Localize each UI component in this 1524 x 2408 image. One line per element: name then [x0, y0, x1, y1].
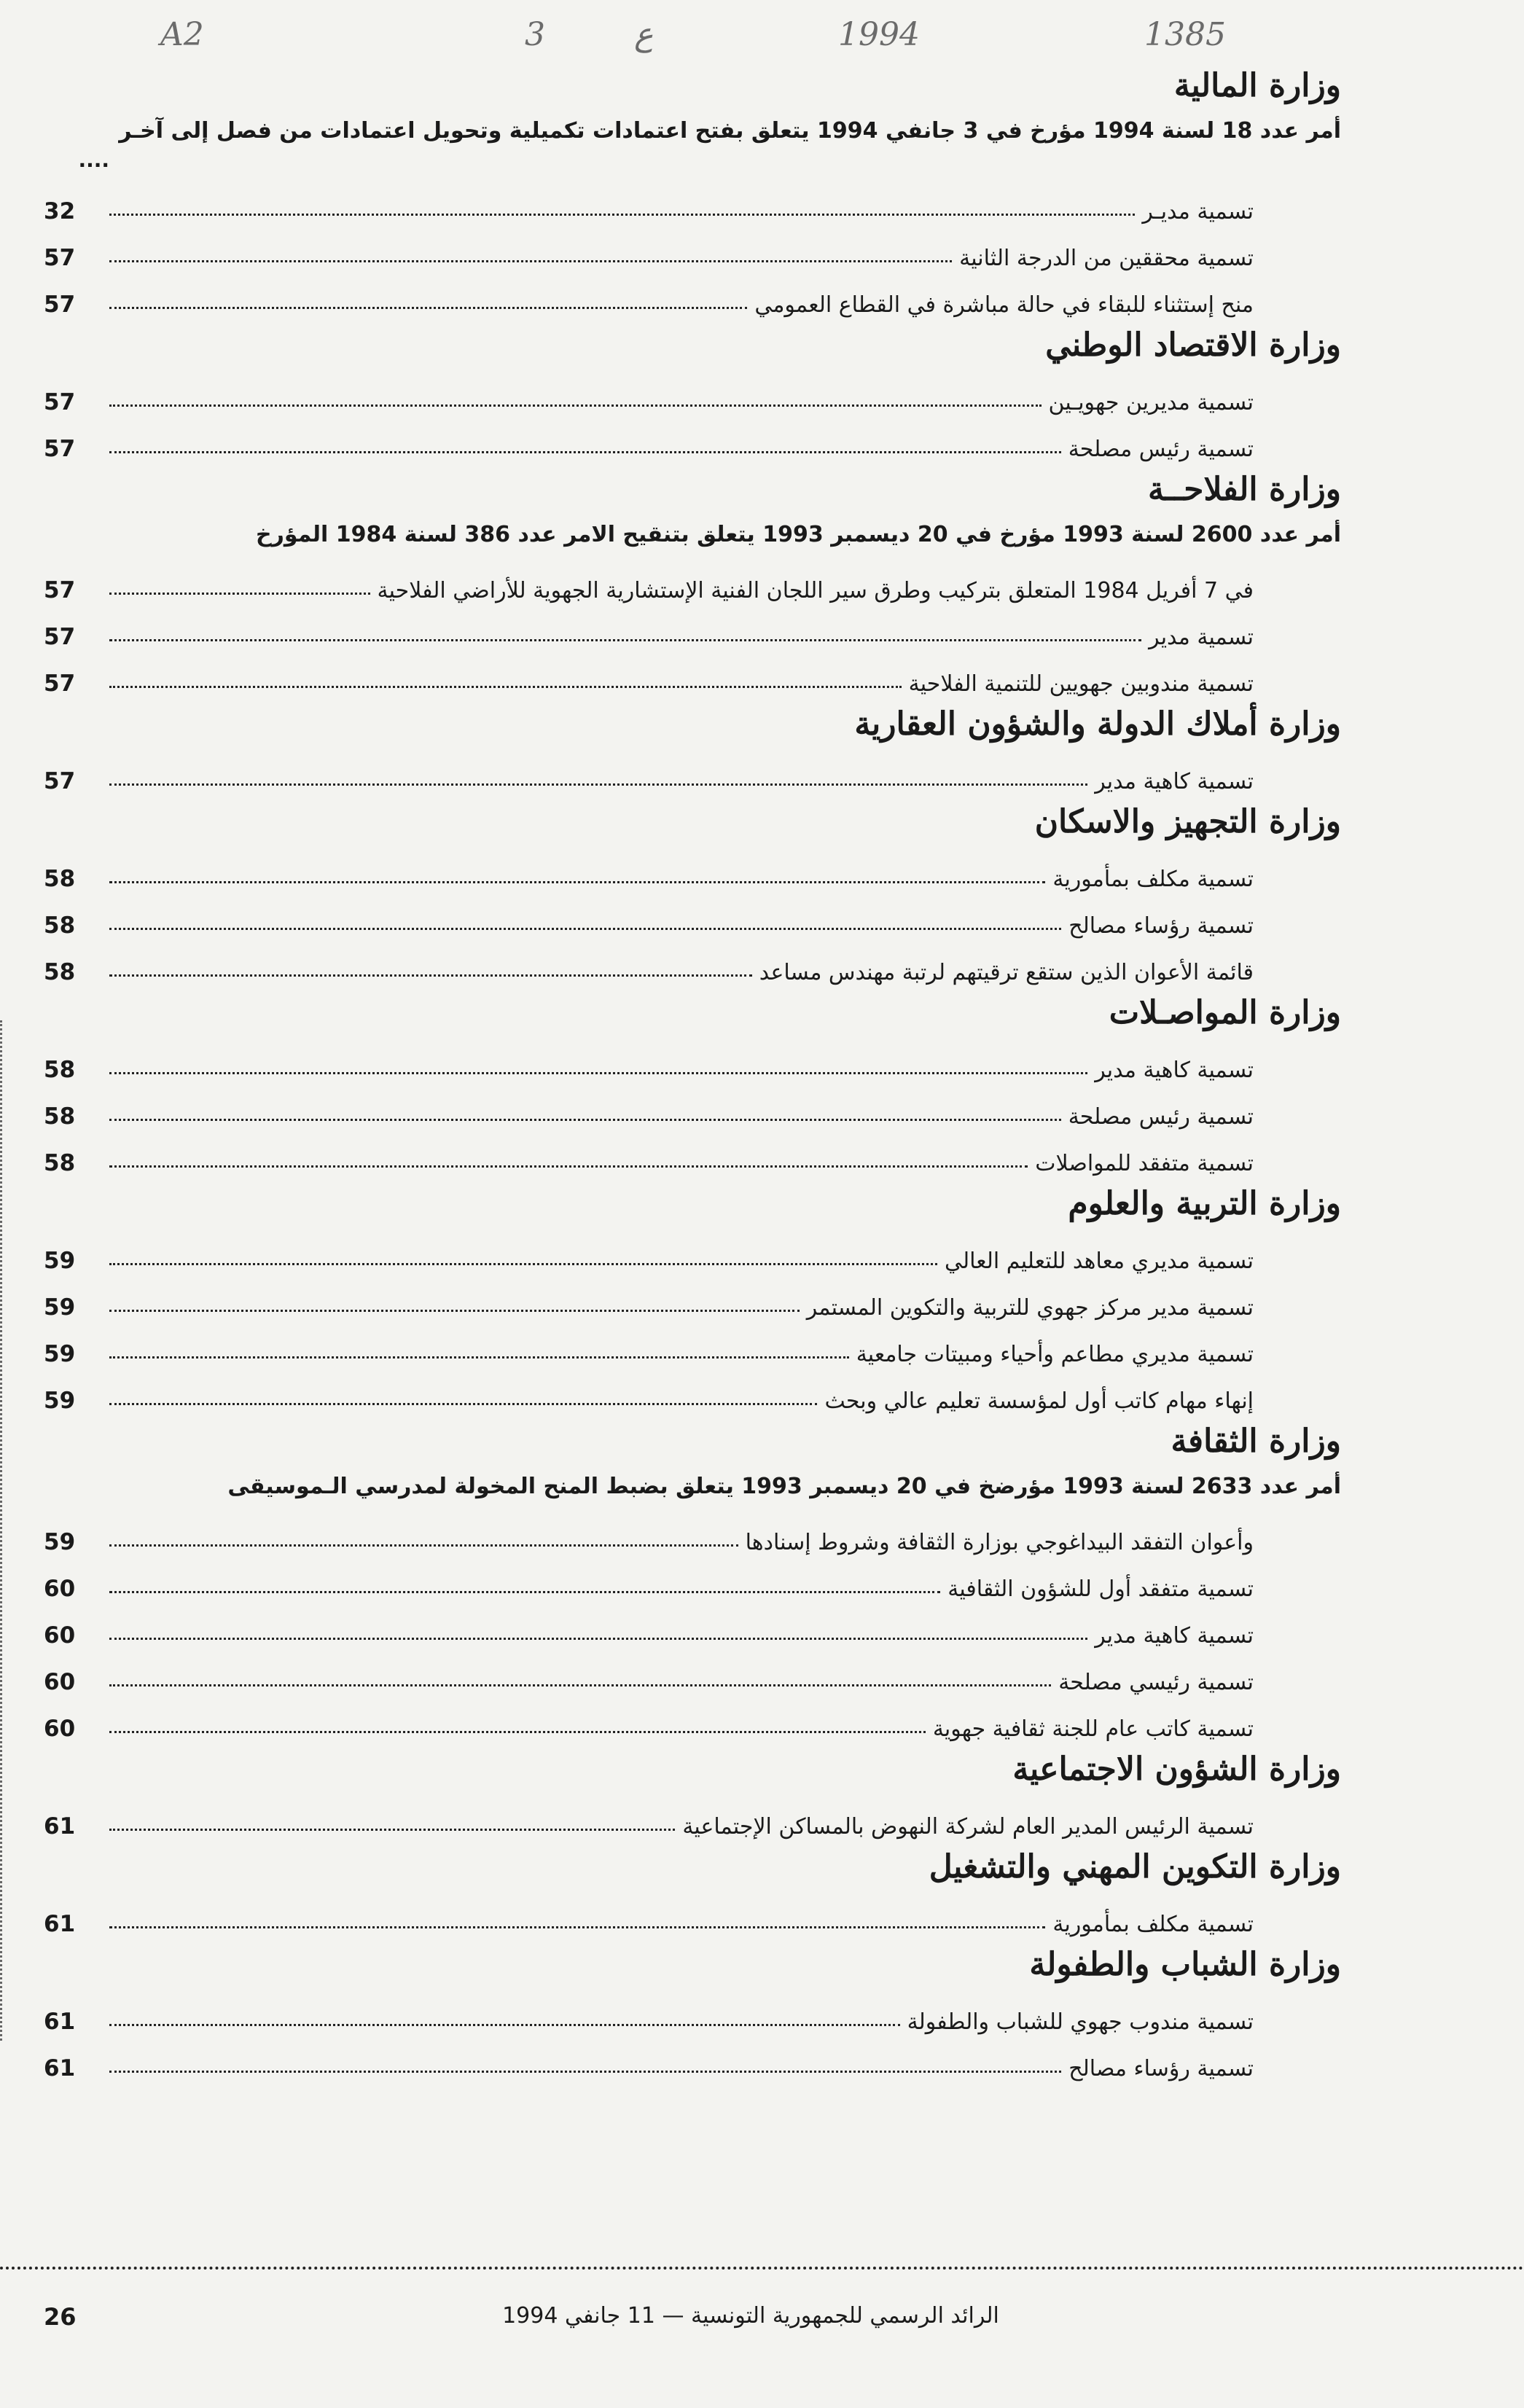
- entry-page: 57: [44, 671, 76, 697]
- toc-entry: [44, 1274, 1341, 1321]
- entry-text: تسمية رئيس مصلحة: [1068, 437, 1254, 462]
- toc-entry: [44, 369, 1341, 415]
- decree-entry: [44, 1509, 1341, 1555]
- entry-text: تسمية مدير: [1149, 625, 1254, 650]
- entry-text: إنهاء مهام كاتب أول لمؤسسة تعليم عالي وبحث: [824, 1388, 1254, 1414]
- dot-leader: [109, 1926, 1045, 1928]
- toc-entry: [44, 1130, 1341, 1176]
- entry-page: 58: [44, 912, 76, 939]
- entry-page: 57: [44, 292, 76, 318]
- decree-line: أمر عدد 2633 لسنة 1993 مؤرضخ في 20 ديسمبر 1993 يتعلق بضبط المنح المخولة لمدرسي الـموسيقى: [227, 1474, 1341, 1499]
- dot-leader: [109, 928, 1061, 930]
- entry-page: 60: [44, 1622, 76, 1649]
- handwriting-mark: A2: [160, 16, 204, 53]
- dot-leader: [109, 1684, 1051, 1686]
- entry-page: 57: [44, 245, 76, 271]
- ministry-heading: وزارة الثقافة: [1171, 1423, 1341, 1460]
- dot-leader: [109, 974, 752, 977]
- ministry-heading: وزارة أملاك الدولة والشؤون العقارية: [854, 705, 1341, 743]
- toc-entry: [44, 1227, 1341, 1274]
- entry-text: تسمية مديرين جهويـين: [1048, 390, 1254, 415]
- decree-entry: [44, 557, 1341, 603]
- entry-text: تسمية كاهية مدير: [1095, 1058, 1254, 1083]
- handwriting-mark: 1994: [838, 16, 920, 53]
- entry-text: في 7 أفريل 1984 المتعلق بتركيب وطرق سير اللجان الفنية الإستشارية الجهوية للأراضي الفلاحية: [377, 578, 1254, 603]
- dot-leader: [109, 2024, 900, 2026]
- entry-page: 59: [44, 1294, 76, 1321]
- toc-entry: [44, 1083, 1341, 1130]
- toc-entry: [44, 1602, 1341, 1649]
- toc-entry: [44, 1555, 1341, 1602]
- toc-entry: [44, 415, 1341, 462]
- handwriting-mark: 1385: [1144, 16, 1226, 53]
- entry-page: 57: [44, 389, 76, 415]
- ministry-heading: وزارة المواصـلات: [1109, 994, 1341, 1031]
- entry-text: تسمية كاهية مدير: [1095, 1623, 1254, 1649]
- dot-leader: [109, 1829, 675, 1831]
- entry-text: تسمية مديـر: [1142, 199, 1254, 224]
- entry-page: 60: [44, 1576, 76, 1602]
- entry-page: 61: [44, 1911, 76, 1937]
- toc-entry: [44, 1367, 1341, 1414]
- table-of-contents: [44, 58, 1341, 2081]
- dot-leader: [109, 783, 1087, 786]
- entry-text: تسمية رئيسي مصلحة: [1058, 1670, 1254, 1695]
- entry-text: تسمية رئيس مصلحة: [1068, 1104, 1254, 1130]
- toc-entry: [44, 892, 1341, 939]
- dot-leader: [109, 307, 747, 309]
- entry-page: 61: [44, 1813, 76, 1840]
- entry-text: تسمية محققين من الدرجة الثانية: [959, 246, 1254, 271]
- entry-page: 32: [44, 198, 76, 224]
- entry-text: تسمية مدير مركز جهوي للتربية والتكوين المستمر: [806, 1295, 1254, 1321]
- entry-page: 57: [44, 624, 76, 650]
- entry-text: تسمية متفقد أول للشؤون الثقافية: [947, 1576, 1254, 1602]
- ministry-heading: وزارة الشؤون الاجتماعية: [1012, 1751, 1341, 1788]
- scan-edge: [0, 1020, 7, 2041]
- entry-page: 60: [44, 1716, 76, 1742]
- page-number: 26: [44, 2303, 77, 2331]
- toc-entry: [44, 748, 1341, 794]
- toc-entry: [44, 603, 1341, 650]
- ministry-heading: وزارة الفلاحــة: [1147, 471, 1341, 508]
- entry-page: 57: [44, 436, 76, 462]
- toc-entry: [44, 1649, 1341, 1695]
- entry-page: 61: [44, 2009, 76, 2035]
- entry-page: 58: [44, 959, 76, 985]
- toc-entry: [44, 224, 1341, 271]
- dot-leader: [109, 686, 902, 688]
- entry-text: وأعوان التفقد البيداغوجي بوزارة الثقافة وشروط إسنادها: [745, 1530, 1254, 1555]
- entry-page: 58: [44, 866, 76, 892]
- entry-page: 59: [44, 1388, 76, 1414]
- toc-entry: [44, 2035, 1341, 2081]
- toc-entry: [44, 1036, 1341, 1083]
- entry-page: 59: [44, 1248, 76, 1274]
- entry-text: تسمية مكلف بمأمورية: [1052, 1912, 1254, 1937]
- entry-page: 58: [44, 1057, 76, 1083]
- toc-entry: [44, 1891, 1341, 1937]
- dot-leader: [109, 1165, 1028, 1168]
- dot-leader: [109, 1119, 1061, 1121]
- toc-entry: [44, 845, 1341, 892]
- entry-page: 59: [44, 1529, 76, 1555]
- entry-text: تسمية مديري مطاعم وأحياء ومبيتات جامعية: [856, 1342, 1254, 1367]
- dot-leader: [109, 1591, 940, 1593]
- entry-page: 57: [44, 768, 76, 794]
- entry-text: منح إستثناء للبقاء في حالة مباشرة في القطاع العمومي: [754, 292, 1254, 318]
- dot-leader: [109, 214, 1135, 216]
- handwritten-annotations: [160, 7, 1326, 66]
- entry-page: 57: [44, 577, 76, 603]
- entry-page: 58: [44, 1150, 76, 1176]
- entry-text: تسمية رؤساء مصالح: [1068, 2056, 1254, 2081]
- ministry-heading: وزارة التكوين المهني والتشغيل: [929, 1848, 1341, 1885]
- entry-page: 59: [44, 1341, 76, 1367]
- dot-leader: [109, 881, 1045, 883]
- entry-page: 61: [44, 2055, 76, 2081]
- entry-text: تسمية رؤساء مصالح: [1068, 913, 1254, 939]
- entry-text: تسمية مكلف بمأمورية: [1052, 867, 1254, 892]
- dot-leader: [109, 260, 952, 262]
- toc-entry: [44, 1793, 1341, 1840]
- entry-text: تسمية الرئيس المدير العام لشركة النهوض بالمساكن الإجتماعية: [682, 1814, 1254, 1840]
- ministry-heading: وزارة التجهيز والاسكان: [1034, 803, 1341, 840]
- toc-entry: [44, 1321, 1341, 1367]
- entry-text: تسمية متفقد للمواصلات: [1035, 1151, 1254, 1176]
- entry-text: تسمية مديري معاهد للتعليم العالي: [945, 1248, 1254, 1274]
- dot-leader: [109, 2071, 1061, 2073]
- toc-entry: [44, 1695, 1341, 1742]
- entry-page: 58: [44, 1103, 76, 1130]
- entry-text: تسمية مندوب جهوي للشباب والطفولة: [907, 2009, 1254, 2035]
- toc-entry: [44, 1988, 1341, 2035]
- dot-leader: [109, 1263, 937, 1265]
- dot-leader: [109, 1731, 926, 1733]
- dot-leader: [109, 1072, 1087, 1074]
- footer-divider: [0, 2267, 1524, 2274]
- ministry-heading: وزارة المالية: [1173, 67, 1341, 104]
- entry-text: تسمية كاتب عام للجنة ثقافية جهوية: [932, 1716, 1254, 1742]
- journal-title: الرائد الرسمي للجمهورية التونسية — 11 جانفي 1994: [502, 2303, 999, 2329]
- entry-page: 60: [44, 1669, 76, 1695]
- decree-line: أمر عدد 18 لسنة 1994 مؤرخ في 3 جانفي 1994 يتعلق بفتح اعتمادات تكميلية وتحويل اعتمادات من فصل إلى آخـر: [119, 118, 1341, 144]
- dot-leader: [109, 451, 1061, 453]
- dot-leader: [109, 1310, 800, 1312]
- decree-continuation: ....: [78, 148, 109, 172]
- dot-leader: [109, 1544, 738, 1547]
- toc-entry: [44, 271, 1341, 318]
- toc-entry: [44, 650, 1341, 697]
- handwriting-mark: ع: [634, 16, 654, 53]
- page-footer: [44, 2303, 1472, 2339]
- entry-text: تسمية كاهية مدير: [1095, 769, 1254, 794]
- dot-leader: [109, 639, 1141, 641]
- ministry-heading: وزارة الاقتصاد الوطني: [1045, 327, 1341, 364]
- dot-leader: [109, 1356, 849, 1359]
- toc-entry: [44, 178, 1341, 224]
- decree-line: أمر عدد 2600 لسنة 1993 مؤرخ في 20 ديسمبر 1993 يتعلق بتنقيح الامر عدد 386 لسنة 1984 المؤرخ: [255, 522, 1341, 547]
- dot-leader: [109, 593, 370, 595]
- handwriting-mark: 3: [525, 16, 545, 53]
- dot-leader: [109, 1638, 1087, 1640]
- entry-text: قائمة الأعوان الذين ستقع ترقيتهم لرتبة مهندس مساعد: [759, 960, 1254, 985]
- toc-entry: [44, 939, 1341, 985]
- ministry-heading: وزارة الشباب والطفولة: [1029, 1946, 1341, 1983]
- entry-text: تسمية مندوبين جهويين للتنمية الفلاحية: [908, 671, 1254, 697]
- dot-leader: [109, 1403, 817, 1405]
- dot-leader: [109, 404, 1042, 407]
- ministry-heading: وزارة التربية والعلوم: [1068, 1185, 1341, 1222]
